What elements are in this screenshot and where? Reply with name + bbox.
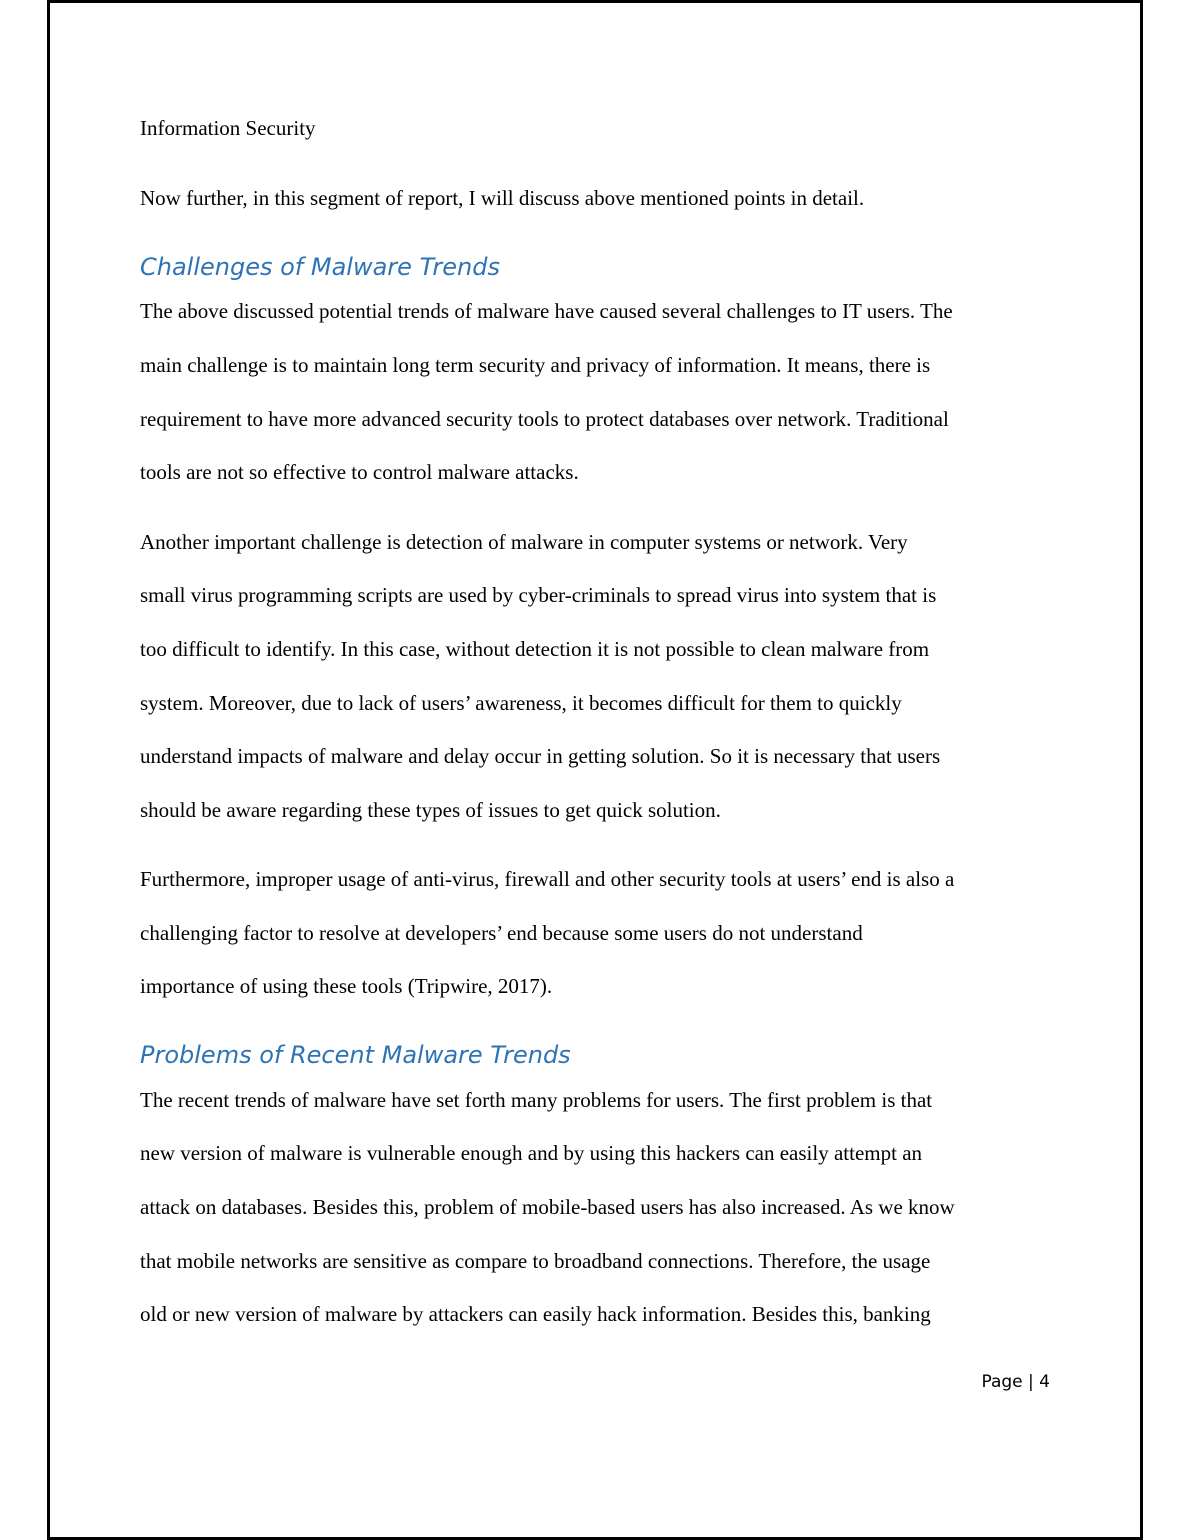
paragraph-line: new version of malware is vulnerable enough and by using this hackers can easily attempt an — [140, 1141, 923, 1165]
running-header: Information Security — [140, 116, 316, 140]
paragraph-line: main challenge is to maintain long term security and privacy of information. It means, there is — [140, 353, 931, 377]
paragraph-line: requirement to have more advanced security tools to protect databases over network. Traditional — [140, 407, 949, 431]
paragraph-line: system. Moreover, due to lack of users’ awareness, it becomes difficult for them to quickly — [140, 691, 902, 715]
paragraph-line: Furthermore, improper usage of anti-virus, firewall and other security tools at users’ end is also a — [140, 867, 955, 891]
paragraph-line: importance of using these tools (Tripwire, 2017). — [140, 974, 553, 998]
paragraph-line: small virus programming scripts are used by cyber-criminals to spread virus into system that is — [140, 583, 937, 607]
paragraph-line: The recent trends of malware have set forth many problems for users. The first problem is that — [140, 1088, 933, 1112]
paragraph-line: Another important challenge is detection of malware in computer systems or network. Very — [140, 530, 908, 554]
paragraph-line: understand impacts of malware and delay occur in getting solution. So it is necessary that users — [140, 744, 941, 768]
section-heading-challenges: Challenges of Malware Trends — [140, 253, 500, 281]
page-number: Page | 4 — [981, 1372, 1050, 1392]
paragraph-line: old or new version of malware by attackers can easily hack information. Besides this, banking — [140, 1302, 931, 1326]
paragraph-line: attack on databases. Besides this, problem of mobile-based users has also increased. As we know — [140, 1195, 955, 1219]
paragraph-line: that mobile networks are sensitive as compare to broadband connections. Therefore, the usage — [140, 1249, 931, 1273]
paragraph-line: tools are not so effective to control malware attacks. — [140, 460, 579, 484]
intro-paragraph: Now further, in this segment of report, I will discuss above mentioned points in detail. — [140, 186, 865, 210]
paragraph-line: too difficult to identify. In this case, without detection it is not possible to clean malware from — [140, 637, 930, 661]
section-heading-problems: Problems of Recent Malware Trends — [140, 1041, 571, 1069]
paragraph-line: challenging factor to resolve at developers’ end because some users do not understand — [140, 921, 863, 945]
paragraph-line: The above discussed potential trends of malware have caused several challenges to IT users. The — [140, 299, 953, 323]
paragraph-line: should be aware regarding these types of issues to get quick solution. — [140, 798, 721, 822]
